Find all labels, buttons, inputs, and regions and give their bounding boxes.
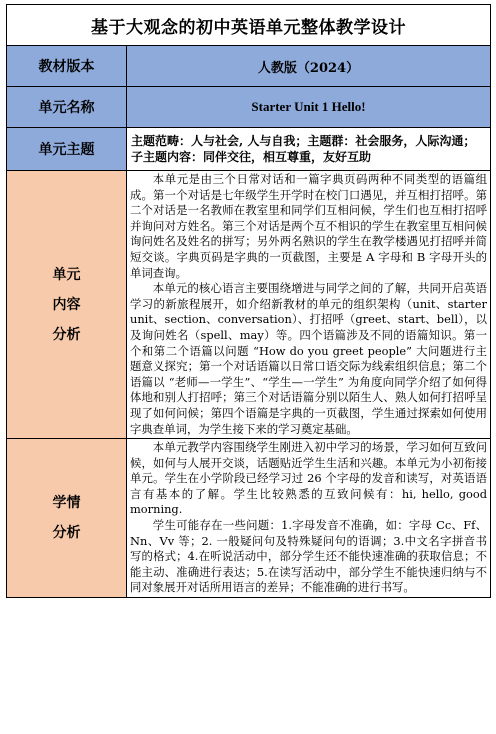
content-analysis-label [7,171,127,439]
textbook-version-row [7,46,491,87]
unit-name-label: 单元名称 [7,87,127,128]
learner-analysis-text [127,439,491,598]
content-analysis-label-line-2: 内容 [52,296,81,313]
learner-analysis-row [7,439,491,598]
content-analysis-row [7,171,491,439]
unit-theme-value: 主题范畴：人与社会, 人与自我；主题群：社会服务，人际沟通；子主题内容：同伴交往，相互尊重，友好互助 [127,128,491,171]
unit-name-value: Starter Unit 1 Hello! [127,87,491,128]
lesson-plan-table [6,4,491,598]
content-analysis-text [127,171,491,439]
textbook-version-label: 教材版本 [7,46,127,87]
learner-analysis-label-line-2: 分析 [52,525,81,542]
learner-analysis-label-line-1: 学情 [52,495,81,512]
learner-analysis-label [7,439,127,598]
content-analysis-paragraph: 本单元的核心语言主要围绕增进与同学之间的了解，共同开启英语学习的新旅程展开，如介绍新教材的单元的组织架构（unit、starter unit、section、conversation）、打招呼（greet、start、bell），以及询问姓名（spell、may）等。四个语篇涉及不同的语篇知识。第一个和第二个语篇以问题 “How do you greet people” 大问题进行主题意义探究；第一个对话语篇以日常口语交际为线索组织信息；第二个语篇以 “老师—一学生”、“学生—一学生” 为角度向同学介绍了如何得体地和别人打招呼；第三个对话语篇分别以陌生人、熟人如何打招呼呈现了如何问候；第四个语篇是字典的一页截图，学生通过探索如何使用字典查单词，为学生接下来的学习奠定基础。 [130,281,487,436]
learner-analysis-paragraph: 本单元教学内容围绕学生刚进入初中学习的场景，学习如何互致问候，如何与人展开交谈，话题贴近学生生活和兴趣。本单元为小初衔接单元。学生在小学阶段已经学习过 26 个字母的发音和读写，对英语语言有基本的了解。学生比较熟悉的互致问候有：hi, hello, good morning. [130,440,487,517]
unit-theme-row [7,128,491,171]
unit-name-row [7,87,491,128]
document-title: 基于大观念的初中英语单元整体教学设计 [7,5,491,46]
learner-analysis-paragraph: 学生可能存在一些问题：1.字母发音不准确，如：字母 Cc、Ff、Nn、Vv 等；2. 一般疑问句及特殊疑问句的语调；3.中文名字拼音书写的格式；4.在听说活动中，部分学生还不能快速准确的获取信息；不能主动、准确进行表达；5.在读写活动中，部分学生不能快速归纳与不同对象展开对话所用语言的差异；不能准确的进行书写。 [130,518,487,595]
lesson-plan-document [6,4,490,598]
textbook-version-value: 人教版（2024） [127,46,491,87]
content-analysis-label-line-3: 分析 [52,326,81,343]
content-analysis-label-line-1: 单元 [52,266,81,283]
unit-theme-label: 单元主题 [7,128,127,171]
title-row [7,5,491,46]
content-analysis-paragraph: 本单元是由三个日常对话和一篇字典页码两种不同类型的语篇组成。第一个对话是七年级学生开学时在校门口遇见，并互相打招呼。第二个对话是一名教师在教室里和同学们互相问候，学生们也互相打招呼并询问对方姓名。第三个对话是两个互不相识的学生在教室里互相问候询问姓名及姓名的拼写；另外两名熟识的学生在教学楼遇见打招呼并简短交谈。字典页码是字典的一页截图，主要是 A 字母和 B 字母开头的单词查询。 [130,172,487,280]
